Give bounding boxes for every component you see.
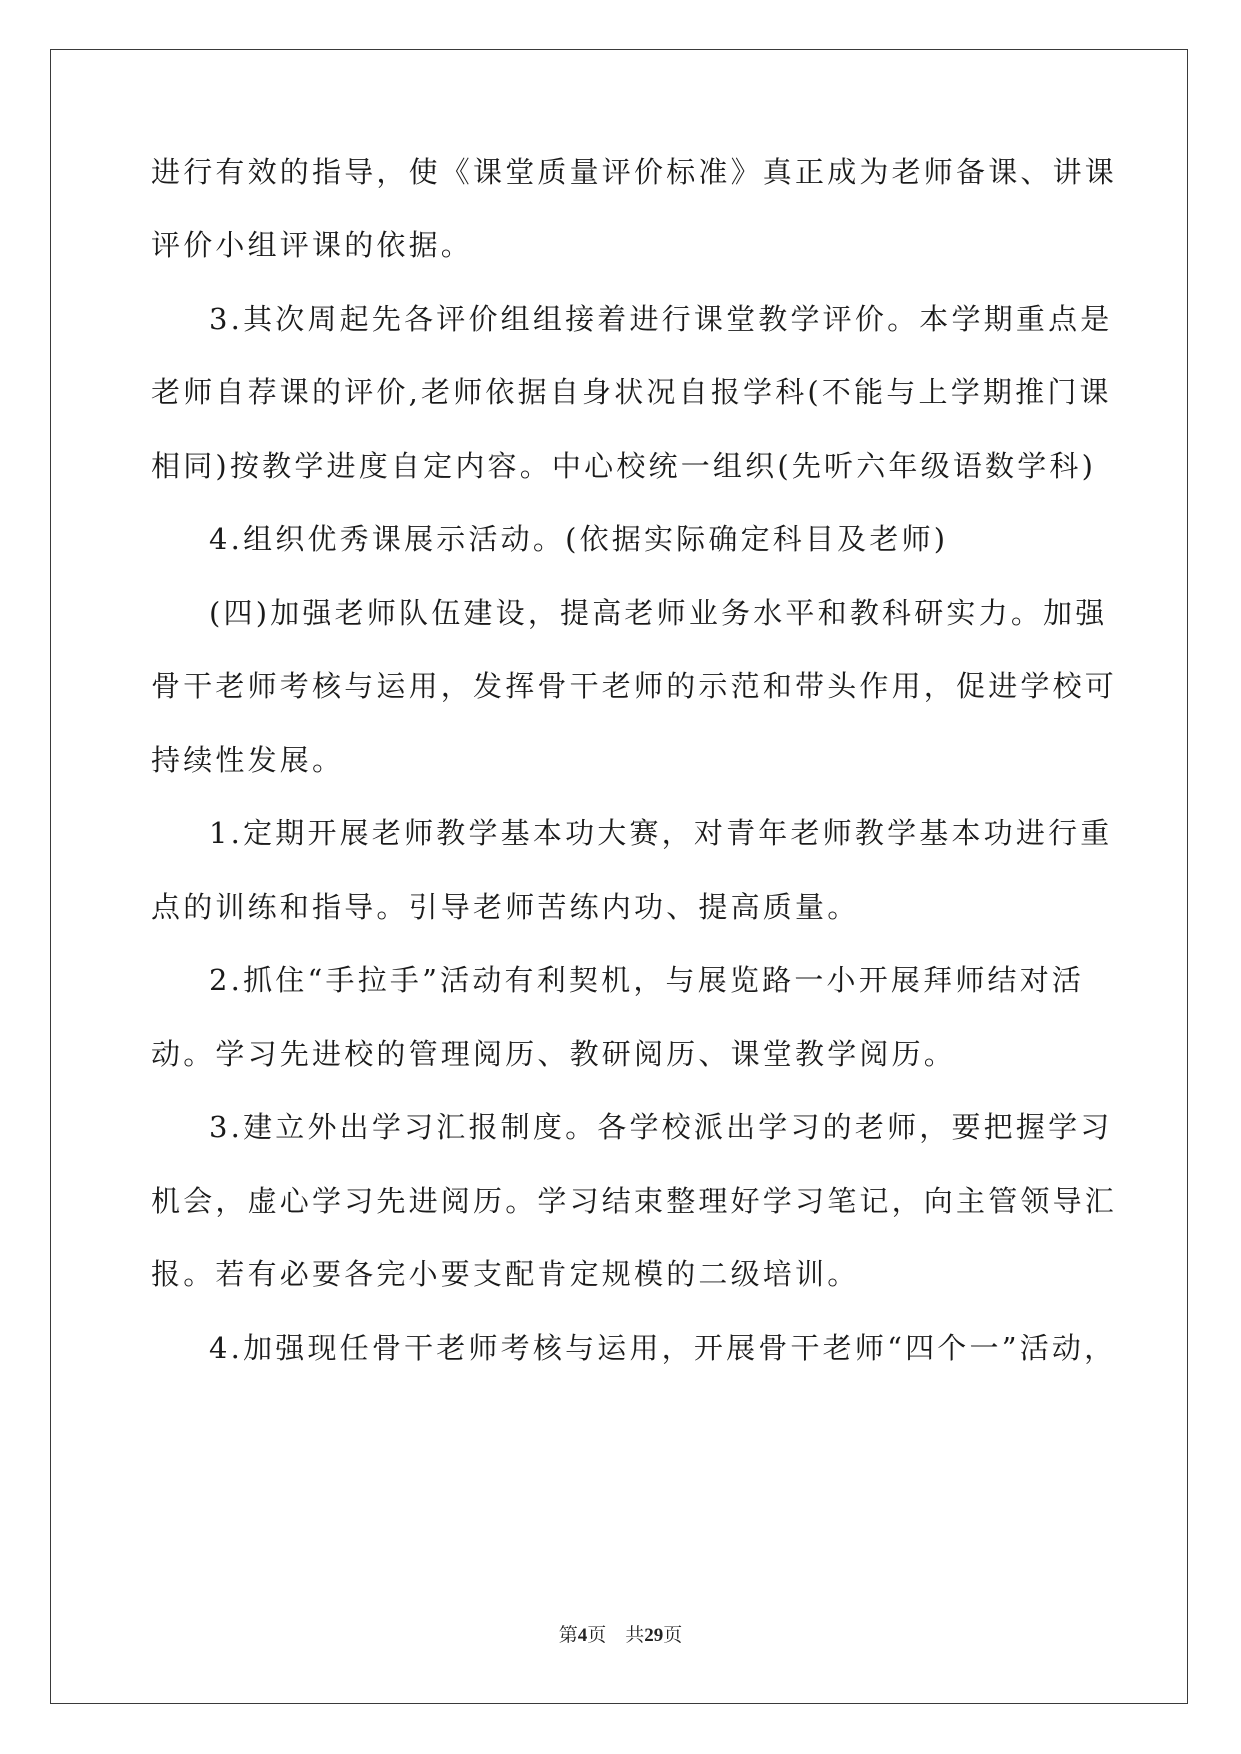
- page-number: 4: [577, 1625, 588, 1646]
- text-line: 骨干老师考核与运用，发挥骨干老师的示范和带头作用，促进学校可: [151, 669, 1118, 703]
- total-pages: 29: [644, 1625, 664, 1646]
- total-suffix: 页: [663, 1625, 683, 1646]
- page-footer: [0, 1620, 1241, 1647]
- text-line: 3.建立外出学习汇报制度。各学校派出学习的老师，要把握学习: [209, 1110, 1113, 1144]
- text-line: 点的训练和指导。引导老师苦练内功、提高质量。: [151, 890, 860, 924]
- page-suffix: 页: [587, 1625, 607, 1646]
- total-prefix: 共: [625, 1625, 645, 1646]
- text-line: 持续性发展。: [151, 743, 345, 777]
- text-line: 动。学习先进校的管理阅历、教研阅历、课堂教学阅历。: [151, 1037, 957, 1071]
- text-line: 1.定期开展老师教学基本功大赛，对青年老师教学基本功进行重: [209, 816, 1113, 850]
- text-line: (四)加强老师队伍建设，提高老师业务水平和教科研实力。加强: [209, 596, 1108, 630]
- text-line: 老师自荐课的评价,老师依据自身状况自报学科(不能与上学期推门课: [151, 375, 1112, 409]
- text-line: 3.其次周起先各评价组组接着进行课堂教学评价。本学期重点是: [209, 302, 1113, 336]
- page-prefix: 第: [558, 1625, 578, 1646]
- text-line: 报。若有必要各完小要支配肯定规模的二级培训。: [151, 1257, 860, 1291]
- text-line: 4.加强现任骨干老师考核与运用，开展骨干老师“四个一”活动，: [209, 1331, 1117, 1365]
- text-line: 2.抓住“手拉手”活动有利契机，与展览路一小开展拜师结对活: [209, 963, 1085, 997]
- page-frame: [50, 49, 1188, 1704]
- text-line: 评价小组评课的依据。: [151, 228, 474, 262]
- text-line: 相同)按教学进度自定内容。中心校统一组织(先听六年级语数学科): [151, 449, 1097, 483]
- text-line: 机会，虚心学习先进阅历。学习结束整理好学习笔记，向主管领导汇: [151, 1184, 1118, 1218]
- text-line: 4.组织优秀课展示活动。(依据实际确定科目及老师): [209, 522, 949, 556]
- text-line: 进行有效的指导，使《课堂质量评价标准》真正成为老师备课、讲课: [151, 155, 1118, 189]
